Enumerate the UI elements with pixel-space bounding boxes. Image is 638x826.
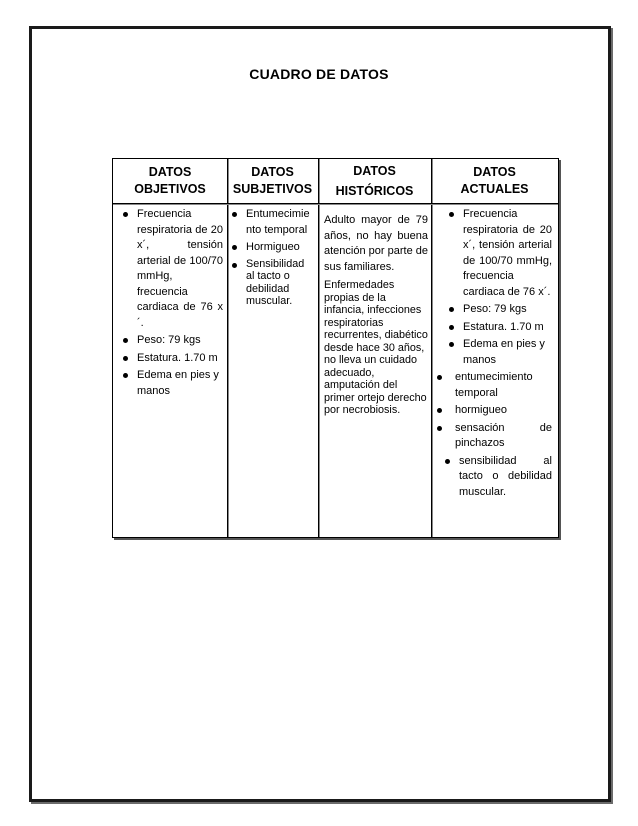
list-item: Frecuencia respiratoria de 20 x´, tensión arterial de 100/70 mmHg, frecuencia cardiaca de 76 x´. xyxy=(123,207,223,331)
header-line: SUBJETIVOS xyxy=(232,182,313,196)
list-item: Estatura. 1.70 m xyxy=(123,351,223,367)
list-item: sensibilidad al tacto o debilidad muscular. xyxy=(445,454,552,501)
page-title: CUADRO DE DATOS xyxy=(249,66,389,82)
list-item: hormigueo xyxy=(437,403,552,419)
header-line: OBJETIVOS xyxy=(134,182,206,196)
list-item: sensación de pinchazos xyxy=(437,421,552,452)
list-item: Entumecimiento temporal xyxy=(232,207,315,238)
header-objetivos xyxy=(113,159,227,203)
column-historicos xyxy=(324,213,428,421)
header-line: HISTÓRICOS xyxy=(335,183,414,198)
header-historicos xyxy=(318,159,431,203)
header-line: DATOS xyxy=(473,165,516,179)
list-item: Edema en pies y manos xyxy=(123,368,223,399)
list-item: Edema en pies y manos xyxy=(449,337,552,368)
list-item: Estatura. 1.70 m xyxy=(449,320,552,336)
column-subjetivos xyxy=(232,207,315,310)
list-item: Hormigueo xyxy=(232,240,315,256)
column-divider xyxy=(227,159,228,537)
column-divider xyxy=(318,159,319,537)
column-actuales xyxy=(437,207,552,502)
header-line: DATOS xyxy=(353,163,396,178)
list-item: Sensibilidad al tacto o debilidad muscular. xyxy=(232,258,315,308)
column-objetivos xyxy=(123,207,223,401)
header-divider xyxy=(113,203,558,204)
header-line: DATOS xyxy=(148,165,192,179)
column-divider xyxy=(431,159,432,537)
paragraph: Enfermedades propias de la infancia, infecciones respiratorias recurrentes, diabético desde hace 30 años, no lleva un cuidado adecuado, amputación del primer ortejo derecho por necrobiosis. xyxy=(324,279,428,416)
list-item: Peso: 79 kgs xyxy=(449,302,552,318)
data-table xyxy=(112,158,559,538)
header-line: DATOS xyxy=(251,165,294,179)
list-item: entumecimiento temporal xyxy=(437,370,552,401)
header-line: ACTUALES xyxy=(460,182,529,196)
header-subjetivos xyxy=(227,159,318,203)
paragraph: Adulto mayor de 79 años, no hay buena atención por parte de sus familiares. xyxy=(324,214,428,273)
header-actuales xyxy=(431,159,558,203)
list-item: Frecuencia respiratoria de 20 x´, tensión arterial de 100/70 mmHg, frecuencia cardiaca de 76 x´. xyxy=(449,207,552,300)
list-item: Peso: 79 kgs xyxy=(123,333,223,349)
